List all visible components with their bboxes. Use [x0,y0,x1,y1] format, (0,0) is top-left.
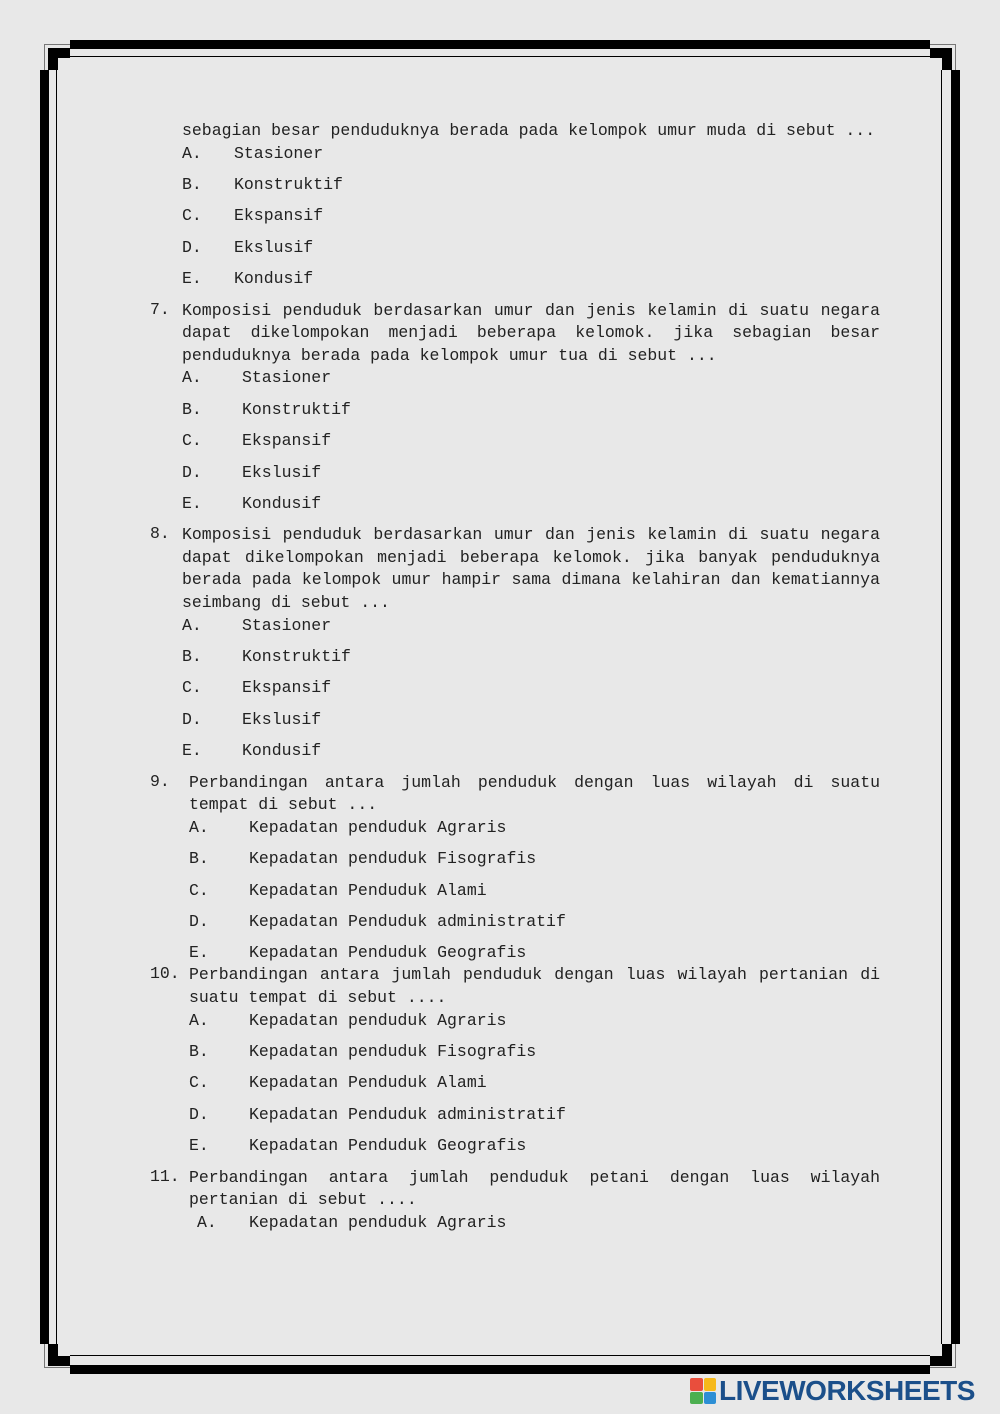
question-6-option-a[interactable] [182,143,880,174]
option-text: Ekspansif [234,206,324,226]
question-10-text: Perbandingan antara jumlah penduduk dengan luas wilayah pertanian di suatu tempat di sebut .... [189,965,880,1007]
page-border-right [951,70,960,1344]
option-text: Kondusif [242,741,322,761]
option-text: Kepadatan Penduduk administratif [249,1104,566,1124]
option-letter: A. [189,1010,209,1030]
option-text: Kepadatan Penduduk Alami [249,880,487,900]
option-text: Ekslusif [242,709,322,729]
option-letter: A. [197,1212,217,1232]
option-text: Stasioner [242,615,332,635]
border-corner-top-left [48,48,70,70]
border-corner-top-right [930,48,952,70]
option-letter: B. [182,647,202,667]
option-letter: E. [182,269,202,289]
question-6-option-e[interactable] [182,268,880,299]
option-letter: C. [182,206,202,226]
question-6-text: sebagian besar penduduknya berada pada kelompok umur muda di sebut ... [182,121,876,140]
option-letter: D. [189,1104,209,1124]
question-11-text: Perbandingan antara jumlah penduduk petani dengan luas wilayah pertanian di sebut .... [189,1167,880,1210]
option-letter: A. [182,368,202,388]
question-10-option-b[interactable] [189,1041,880,1072]
border-corner-bottom-right [930,1344,952,1366]
page-border-left [40,70,49,1344]
option-letter: E. [189,1136,209,1156]
question-7-option-b[interactable] [182,399,880,430]
option-text: Konstruktif [242,647,351,667]
question-10-option-d[interactable] [189,1104,880,1135]
question-8-option-c[interactable] [182,677,880,708]
question-6 [150,120,880,300]
option-letter: D. [189,911,209,931]
option-letter: E. [189,943,209,963]
question-8-option-b[interactable] [182,646,880,677]
option-letter: A. [182,615,202,635]
logo-square-i [704,1378,717,1391]
option-text: Ekspansif [242,431,332,451]
question-11-option-a[interactable] [189,1212,880,1243]
option-text: Kondusif [234,269,314,289]
question-10-option-e[interactable] [189,1135,880,1166]
option-letter: C. [182,431,202,451]
option-text: Kondusif [242,493,322,513]
question-10 [150,964,880,1166]
option-text: Ekspansif [242,678,332,698]
question-7 [150,300,880,525]
page-border-top [70,40,930,49]
option-text: Stasioner [234,143,324,163]
option-text: Kepadatan Penduduk Alami [249,1073,487,1093]
question-9-number: 9. [150,771,170,791]
question-7-option-c[interactable] [182,430,880,461]
question-9-option-d[interactable] [189,911,880,942]
question-8-option-e[interactable] [182,740,880,771]
option-letter: D. [182,237,202,257]
question-9-option-c[interactable] [189,880,880,911]
option-text: Kepadatan Penduduk Geografis [249,1136,527,1156]
option-text: Kepadatan penduduk Agraris [249,1010,507,1030]
option-letter: A. [189,817,209,837]
option-letter: C. [182,678,202,698]
option-letter: C. [189,1073,209,1093]
option-text: Kepadatan penduduk Fisografis [249,849,537,869]
question-9 [150,772,880,965]
question-11 [150,1167,880,1244]
option-text: Ekslusif [242,462,322,482]
option-text: Konstruktif [242,399,351,419]
question-10-number: 10. [150,964,180,984]
option-letter: A. [182,143,202,163]
question-10-option-a[interactable] [189,1010,880,1041]
question-8-option-a[interactable] [182,615,880,646]
option-letter: B. [189,1041,209,1061]
option-letter: E. [182,741,202,761]
option-text: Stasioner [242,368,332,388]
option-letter: B. [182,174,202,194]
question-7-number: 7. [150,299,170,319]
option-letter: D. [182,709,202,729]
logo-square-l [690,1378,703,1391]
question-6-option-b[interactable] [182,174,880,205]
logo-square-v [690,1392,703,1405]
question-6-option-d[interactable] [182,237,880,268]
liveworksheets-logo-icon [690,1378,716,1404]
question-7-option-e[interactable] [182,493,880,524]
question-9-option-e[interactable] [189,942,880,964]
question-11-number: 11. [150,1166,180,1186]
worksheet-content [150,120,880,1243]
question-10-option-c[interactable] [189,1072,880,1103]
option-letter: C. [189,880,209,900]
option-text: Kepadatan Penduduk Geografis [249,943,527,963]
option-letter: E. [182,493,202,513]
question-7-option-d[interactable] [182,462,880,493]
question-7-text: Komposisi penduduk berdasarkan umur dan jenis kelamin di suatu negara dapat dikelompokan menjadi beberapa kelomok. jika sebagian besar penduduknya berada pada kelompok umur tua di sebut ... [182,300,880,365]
question-9-option-b[interactable] [189,848,880,879]
option-letter: B. [189,849,209,869]
option-letter: D. [182,462,202,482]
question-6-option-c[interactable] [182,205,880,236]
question-8-option-d[interactable] [182,709,880,740]
page-border-bottom [70,1365,930,1374]
question-8-text: Komposisi penduduk berdasarkan umur dan jenis kelamin di suatu negara dapat dikelompokan menjadi beberapa kelomok. jika banyak penduduknya berada pada kelompok umur hampir sama dimana kelahiran dan kematiannya seimbang di sebut ... [182,525,880,613]
liveworksheets-logo-text: LIVEWORKSHEETS [719,1375,975,1406]
question-8-number: 8. [150,524,170,544]
logo-square-e [704,1392,717,1405]
option-text: Kepadatan penduduk Agraris [249,817,507,837]
liveworksheets-logo[interactable] [690,1376,975,1406]
option-text: Kepadatan penduduk Fisografis [249,1041,537,1061]
question-9-option-a[interactable] [189,817,880,848]
option-text: Ekslusif [234,237,314,257]
option-letter: B. [182,399,202,419]
question-7-option-a[interactable] [182,367,880,398]
option-text: Konstruktif [234,174,343,194]
option-text: Kepadatan penduduk Agraris [249,1212,507,1232]
option-text: Kepadatan Penduduk administratif [249,911,566,931]
question-8 [150,524,880,771]
question-9-text: Perbandingan antara jumlah penduduk dengan luas wilayah di suatu tempat di sebut ... [189,772,880,815]
border-corner-bottom-left [48,1344,70,1366]
